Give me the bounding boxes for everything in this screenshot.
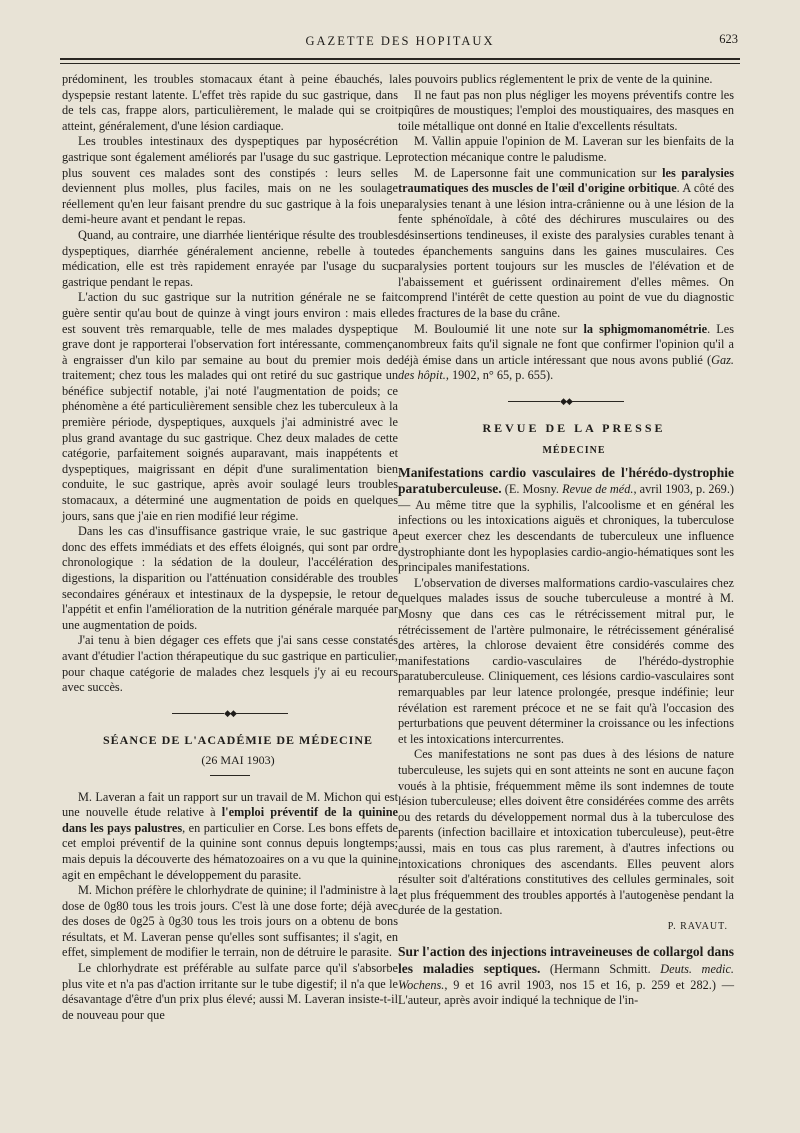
academie-paragraph — [62, 790, 398, 884]
paragraph: prédominent, les troubles stomacaux étant à peine ébauchés, la dyspepsie restant latente. L'effet très rapide du suc gastrique, dans de tels cas, frappe alors, particulièrement, le malade qui se croit atteint, généralement, d'une lésion cardiaque. — [62, 72, 398, 133]
paragraph — [398, 322, 734, 384]
paragraph: Il ne faut pas non plus négliger les moyens préventifs contre les piqûres de moustiques; l'emploi des moustiquaires, des masques en toile métallique ont donné en Italie d'excellents résultats. — [398, 87, 734, 133]
paragraph: M. Vallin appuie l'opinion de M. Laveran sur les bienfaits de la protection mécanique contre le paludisme. — [398, 134, 734, 164]
section-separator: ◆◆ — [398, 394, 734, 410]
text-run: , 9 et 16 avril 1903, nos 15 et 16, p. 259 et 282.) — — [444, 977, 734, 992]
article-title: Sur l'action des injections intraveineuses de collargol dans les maladies septiques. — [398, 944, 734, 977]
article-paragraph — [398, 465, 734, 576]
text-run: M. Bouloumié lit une note sur — [414, 321, 584, 336]
text-run: Au même titre que la syphilis, l'alcoolisme et en général les infections ou les intoxications aiguës et chroniques, la tuberculose peut exercer chez les descendants de tuberculeux une influence dystrophiante dont les hypoplasies cardio-angio-hématiques sont les principales manifestations. — [398, 497, 734, 575]
section-separator: ◆◆ — [62, 706, 398, 722]
header-rule-thin — [60, 63, 740, 64]
text-run: M. Laveran a fait un rapport sur un travail de M. Michon qui est une nouvelle étude relative à — [62, 789, 398, 820]
rubric-medecine: MÉDECINE — [542, 445, 606, 457]
text-run: (E. Mosny. — [501, 482, 563, 497]
text-run: , avril 1903, p. 269.) — — [398, 482, 734, 512]
text-run: M. de Lapersonne fait une communication sur — [414, 165, 663, 180]
revue-section-title: REVUE DE LA PRESSE — [482, 421, 666, 436]
paragraph: Dans les cas d'insuffisance gastrique vraie, le suc gastrique a donc des effets immédiats et des effets éloignés, qui sont par ordre chronologique : la sédation de la douleur, l'accélération des digestions, la disparition ou l'atténuation considérable des troubles secondaires généraux et intestinaux de la dyspepsie, le retour de l'appétit et enfin l'amélioration de la nutrition générale marquée par une augmentation de poids. — [62, 524, 398, 632]
right-column — [398, 72, 734, 1009]
page-number: 623 — [719, 32, 738, 46]
citation-italic: Revue de méd. — [562, 482, 634, 497]
academie-paragraph: Le chlorhydrate est préférable au sulfate parce qu'il s'absorbe plus vite et n'a pas d'action irritante sur le tube digestif; il n'a que le désavantage d'être d'un prix plus élevé; aussi M. Laveran insiste-t-il de nouveau pour que — [62, 961, 398, 1022]
citation-italic: Gaz. des hôpit. — [398, 352, 734, 383]
text-run: , 1902, n° 65, p. 655). — [445, 368, 554, 383]
paragraph: Les troubles intestinaux des dyspeptiques par hyposécrétion gastrique sont également améliorés par l'usage du suc gastrique. Le plus souvent ces malades sont des constipés : leurs selles deviennent plus molles, plus faciles, mais on ne les soulage réellement qu'en leur faisant prendre du suc gastrique à la fois une demi-heure avant et pendant le repas. — [62, 134, 398, 227]
text-run: . Les nombreux faits qu'il signale ne font que confirmer l'opinion qu'il a déjà émise dans un article intéressant que nous avons publié ( — [398, 321, 734, 367]
left-column — [62, 72, 398, 1023]
short-rule — [210, 775, 250, 776]
citation-italic: Deuts. medic. Wochens. — [398, 962, 734, 992]
paragraph: les pouvoirs publics réglementent le prix de vente de la quinine. — [398, 72, 713, 86]
header-rule-thick — [60, 58, 740, 60]
text-run: . A côté des paralysies tenant à une lésion intra-crânienne ou à une lésion de la fente sphénoïdale, à côté des déchirures musculaires ou des désinsertions tendineuses, il existe des paralysies curables tenant à des épanchements sanguins dans les gaines musculaires. Ces paralysies portent toujours sur les muscles de l'élévation et de l'abaissement et guérissent ordinairement d'elles mêmes. On comprend l'intérêt de cette question au point de vue du diagnostic des fractures de la base du crâne. — [398, 181, 734, 320]
topic-bold: les paralysies traumatiques des muscles de l'œil d'origine orbitique — [398, 165, 734, 196]
text-run: , en particulier en Corse. Les bons effets de cet emploi préventif de la quinine sont connus depuis longtemps; mais depuis la découverte des hématozoaires on a vu que la quinine agit en empêchant le développement du parasite. — [62, 820, 398, 882]
topic-bold: l'emploi préventif de la quinine dans les pays palustres — [62, 805, 398, 835]
paragraph — [398, 166, 734, 322]
academie-section-title: SÉANCE DE L'ACADÉMIE DE MÉDECINE — [102, 733, 374, 748]
article-paragraph: Ces manifestations ne sont pas dues à des lésions de nature tuberculeuse, les sujets qui en sont atteints ne sont en aucune façon voués à la phtisie, fréquemment même ils sont indemnes de toute lésion tuberculeuse; elles doivent être considérées comme des arrêts ou des retards du développement normal dus à la tuberculose des parents (infection bacillaire et intoxication tuberculeuse), peut-être aussi, mais en tous cas plus rarement, à d'autres infections ou intoxications chroniques des ascendants. Elles peuvent alors résulter soit d'altérations constitutives des cellules germinales, soit et plus fréquemment des troubles apportés à l'autogenèse pendant la durée de la gestation. — [398, 747, 734, 918]
text-run: (Hermann Schmitt. — [540, 962, 661, 977]
running-head: GAZETTE DES HOPITAUX — [305, 34, 495, 48]
academie-paragraph: M. Michon préfère le chlorhydrate de quinine; il l'administre à la dose de 0g80 tous les trois jours. C'est là une dose forte; déjà avec des doses de 0g25 à 0g30 tous les trois jours on a obtenu de bons résultats, et M. Laveran pense qu'elles sont suffisantes; il s'agit, en effet, simplement de modifier le terrain, non de détruire le parasite. — [62, 883, 398, 960]
paragraph: Quand, au contraire, une diarrhée lientérique résulte des troubles dyspeptiques, diarrhée généralement ancienne, rebelle à toute médication, elle est très rapidement enrayée par l'usage du suc gastrique pendant le repas. — [62, 227, 398, 289]
academie-section-date: (26 MAI 1903) — [201, 752, 275, 767]
article-title: Manifestations cardio vasculaires de l'hérédo-dystrophie paratuberculeuse. — [398, 464, 734, 497]
paragraph: L'action du suc gastrique sur la nutrition générale ne se fait guère sentir qu'au bout de quinze à vingt jours environ : mais elle est souvent très remarquable, telle de mes malades dyspeptique grave dont je rapporterai l'observation fort intéressante, commença à engraisser d'un kilo par semaine au bout du premier mois de traitement; chez tous les malades qui ont retiré du suc gastrique un bénéfice subjectif notable, j'ai noté l'augmentation de poids; ce phénomène a été particulièrement sensible chez les tuberculeux à la première période, dyspeptiques, auxquels j'ai administré avec le plus grand avantage du suc gastrique. Chez deux malades de cette catégorie, parfaitement soignés auparavant, mais inappétents et dyspeptiques, maigrissant en dépit d'une suralimentation bien conduite, le suc gastrique, après avoir soulagé leurs troubles stomacaux, a déterminé une augmentation de poids en quelques jours, sans que j'aie en rien modifié leur régime. — [62, 290, 398, 523]
article-paragraph — [398, 944, 734, 1008]
text-run: L'auteur, après avoir indiqué la technique de l'in- — [398, 993, 639, 1008]
topic-bold: la sphigmomanométrie — [583, 321, 708, 336]
signature: P. RAVAUT. — [667, 920, 728, 932]
article-paragraph: L'observation de diverses malformations cardio-vasculaires chez quelques malades issus de souche tuberculeuse a montré à M. Mosny que dans ces cas le rétrécissement mitral pur, le rétrécissement de l'artère pulmonaire, le rétrécissement généralisé des artères, la chlorose devaient être considérés comme des manifestations cardio-vasculaires de l'hérédo-dystrophie paratuberculeuse. Cliniquement, ces lésions cardio-vasculaires sont remarquables par leur latence prolongée, presque indéfinie; leur révélation est rarement précoce et ne se fait qu'à l'occasion des perturbations que peuvent déterminer la croissance ou les infections et les intoxications intercurrentes. — [398, 575, 734, 746]
paragraph: J'ai tenu à bien dégager ces effets que j'ai sans cesse constatés avant d'étudier l'action thérapeutique du suc gastrique en particulier, pour chaque catégorie de malades chez lesquels j'y ai eu recours avec succès. — [62, 633, 398, 695]
